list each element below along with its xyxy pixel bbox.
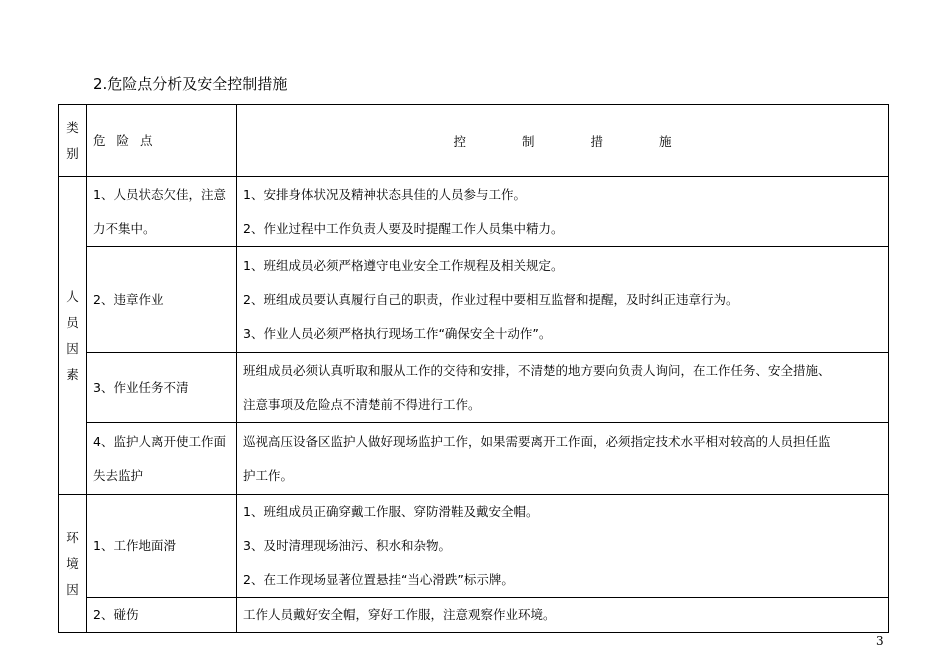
hazard-cell: 1、工作地面滑	[87, 495, 237, 598]
hazard-cell: 2、碰伤	[87, 598, 237, 633]
hazard-cell: 3、作业任务不清	[87, 353, 237, 423]
hazard-control-table	[58, 104, 889, 633]
measures-cell: 工作人员戴好安全帽，穿好工作服，注意观察作业环境。	[237, 598, 889, 633]
page-number: 3	[876, 634, 884, 648]
measures-cell: 1、班组成员正确穿戴工作服、穿防滑鞋及戴安全帽。 3、及时清理现场油污、积水和杂物。 2、在工作现场显著位置悬挂“当心滑跌”标示牌。	[237, 495, 889, 598]
table-row	[59, 423, 889, 495]
table-row	[59, 495, 889, 598]
table-header-row	[59, 105, 889, 177]
measures-cell: 1、班组成员必须严格遵守电业安全工作规程及相关规定。 2、班组成员要认真履行自己的职责，作业过程中要相互监督和提醒，及时纠正违章行为。 3、作业人员必须严格执行现场工作“确保安全十动作”。	[237, 247, 889, 353]
measures-cell: 巡视高压设备区监护人做好现场监护工作，如果需要离开工作面，必须指定技术水平相对较高的人员担任监 护工作。	[237, 423, 889, 495]
category-personnel: 人 员 因 素	[59, 177, 87, 495]
table-row	[59, 177, 889, 247]
control-measures-header: 控 制 措 施	[237, 105, 889, 177]
hazard-cell: 4、监护人离开使工作面 失去监护	[87, 423, 237, 495]
danger-point-header: 危险点	[87, 105, 237, 177]
category-header: 类 别	[59, 105, 87, 177]
hazard-cell: 2、违章作业	[87, 247, 237, 353]
section-heading: 2.危险点分析及安全控制措施	[93, 75, 288, 93]
table-row	[59, 247, 889, 353]
measures-cell: 1、安排身体状况及精神状态具佳的人员参与工作。 2、作业过程中工作负责人要及时提醒工作人员集中精力。	[237, 177, 889, 247]
category-environment: 环 境 因	[59, 495, 87, 633]
hazard-cell: 1、人员状态欠佳，注意 力不集中。	[87, 177, 237, 247]
table-row	[59, 598, 889, 633]
table-row	[59, 353, 889, 423]
measures-cell: 班组成员必须认真听取和服从工作的交待和安排，不清楚的地方要向负责人询问，在工作任务、安全措施、 注意事项及危险点不清楚前不得进行工作。	[237, 353, 889, 423]
